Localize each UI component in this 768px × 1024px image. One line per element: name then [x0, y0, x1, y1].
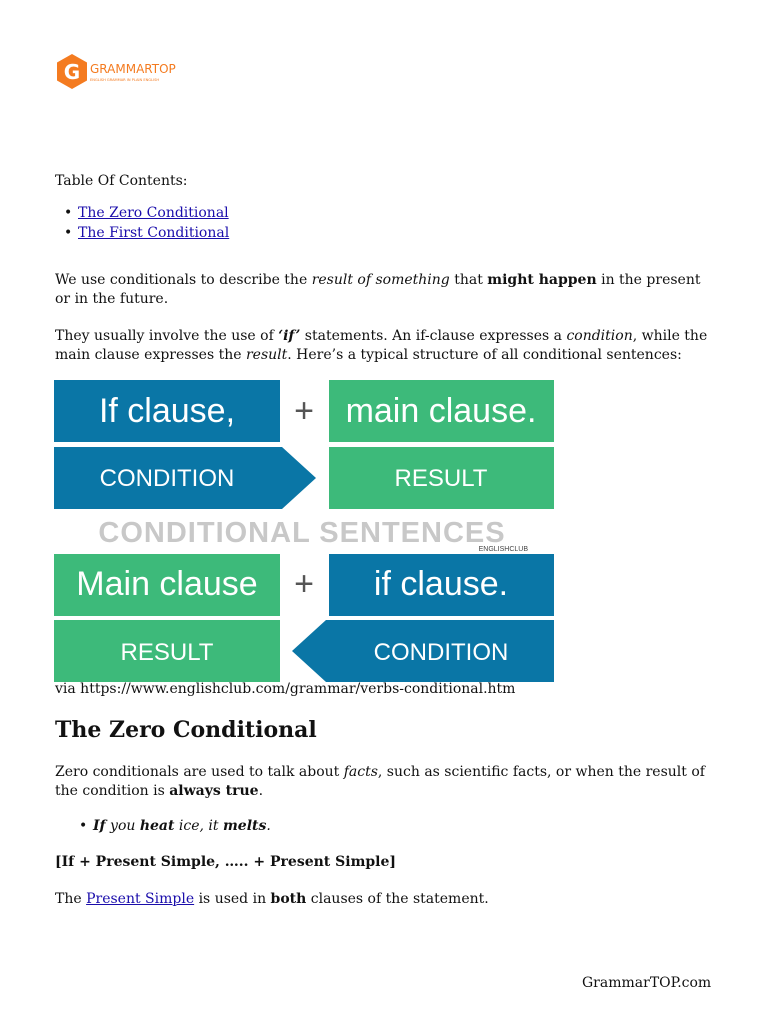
figure-caption: via https://www.englishclub.com/grammar/verbs-conditional.htm — [55, 681, 516, 697]
zero-conditional-paragraph: Zero conditionals are used to talk about facts, such as scientific facts, or when the result of the condition is always true. — [55, 764, 705, 799]
present-simple-paragraph: The Present Simple is used in both clauses of the statement. — [55, 891, 489, 907]
if-clause-label: If clause, — [98, 392, 236, 430]
toc-item — [78, 224, 229, 244]
logo-letter: G — [63, 60, 81, 84]
condition-label-top: CONDITION — [99, 465, 235, 492]
conditional-sentences-figure — [54, 380, 554, 682]
logo-tagline: ENGLISH GRAMMAR IN PLAIN ENGLISH — [90, 78, 160, 82]
condition-label-bottom: CONDITION — [373, 639, 509, 666]
intro-paragraph-1: We use conditionals to describe the result of something that might happen in the present or in the future. — [55, 272, 701, 307]
result-label-top: RESULT — [394, 465, 488, 492]
main-clause-label-bottom: Main clause — [76, 565, 258, 603]
zero-conditional-example: • If you heat ice, it melts. — [93, 818, 271, 834]
conditional-sentences-banner: CONDITIONAL SENTENCES — [98, 517, 506, 549]
present-simple-link[interactable]: Present Simple — [86, 891, 195, 907]
section-heading-zero-conditional: The Zero Conditional — [55, 717, 317, 743]
footer-site-name: GrammarTOP.com — [582, 975, 712, 991]
toc-title: Table Of Contents: — [55, 173, 188, 189]
if-clause-label-bottom: if clause. — [373, 565, 509, 603]
toc-item — [78, 204, 229, 224]
toc-link-zero-conditional[interactable]: The Zero Conditional — [78, 205, 229, 221]
logo-name: GRAMMARTOP — [90, 62, 176, 76]
intro-paragraph-2: They usually involve the use of ‘if’ statements. An if-clause expresses a condition, while the main clause expresses the result. Here’s a typical structure of all conditional sentences: — [55, 328, 708, 363]
toc-list — [78, 204, 229, 244]
result-label-bottom: RESULT — [120, 639, 214, 666]
main-clause-label: main clause. — [345, 392, 537, 430]
toc-link-first-conditional[interactable]: The First Conditional — [78, 225, 230, 241]
plus-sign-top: + — [294, 392, 314, 430]
grammartop-logo[interactable] — [54, 52, 194, 92]
banner-credit: ENGLISHCLUB — [478, 546, 528, 553]
plus-sign-bottom: + — [294, 565, 314, 603]
zero-conditional-formula: [If + Present Simple, ….. + Present Simple] — [55, 854, 397, 870]
